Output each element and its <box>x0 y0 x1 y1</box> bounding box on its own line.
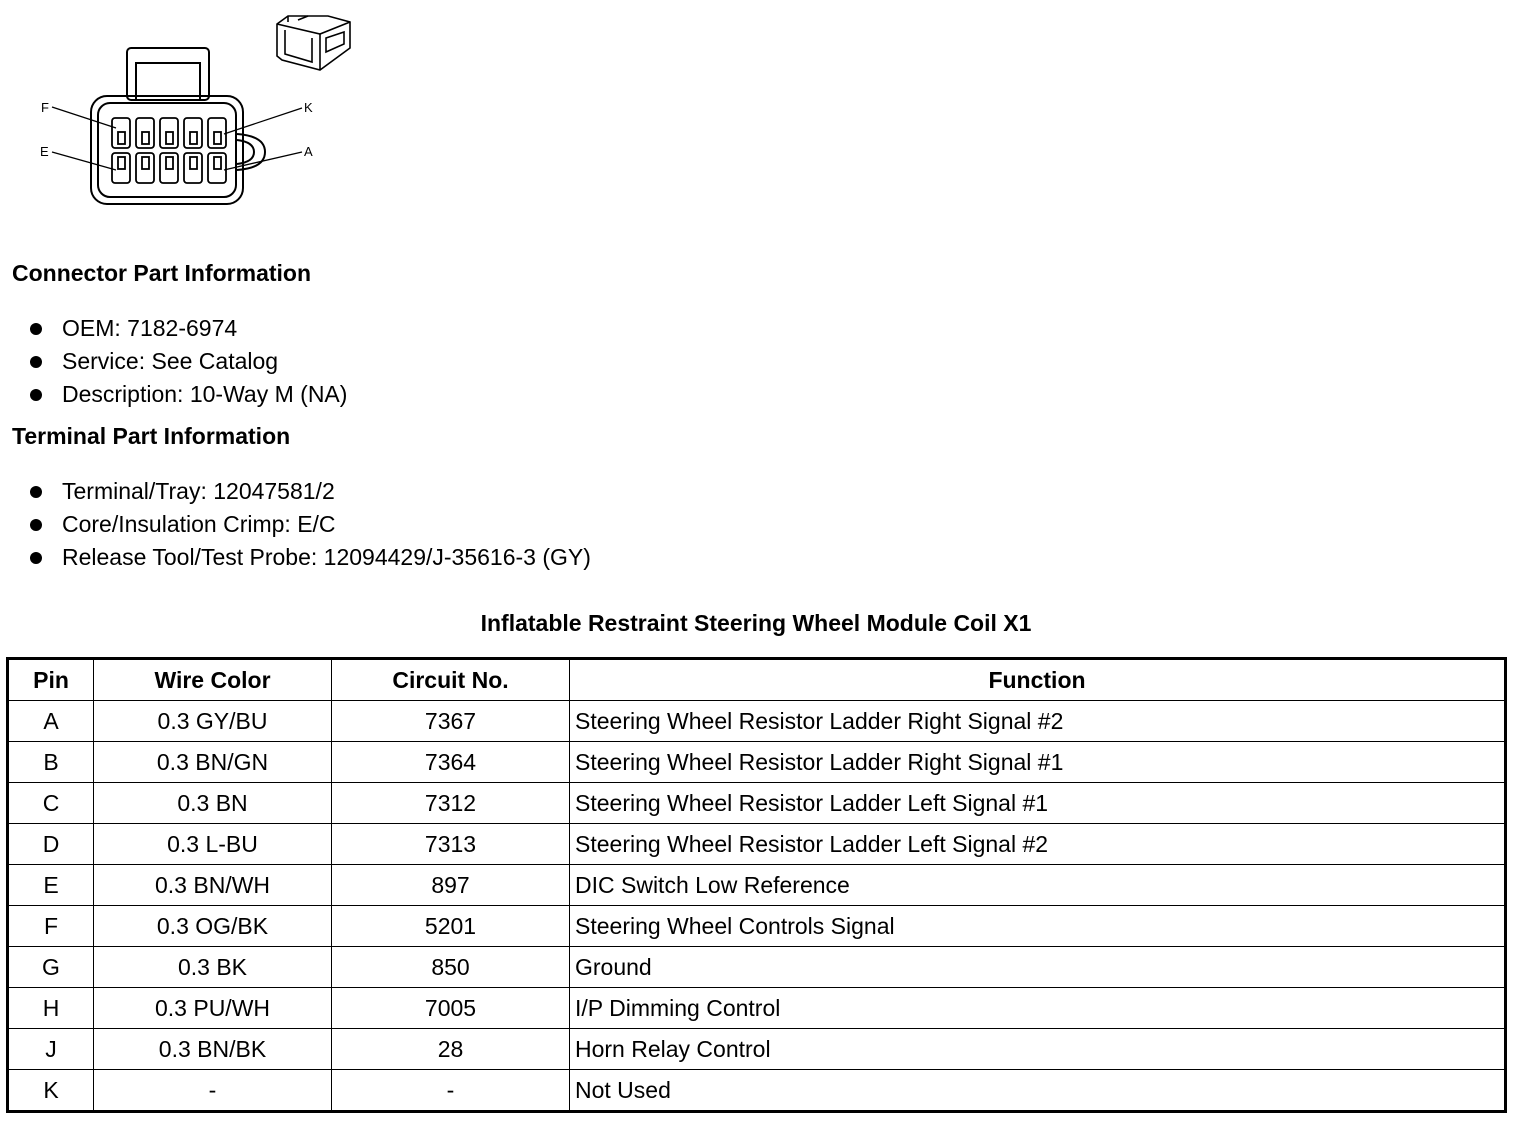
column-header-pin: Pin <box>8 659 94 701</box>
list-item <box>30 378 347 411</box>
core-insulation-crimp-text: Core/Insulation Crimp: E/C <box>62 511 336 537</box>
list-item <box>30 508 591 541</box>
circuit-no-cell: 7313 <box>332 824 570 865</box>
bullet-icon <box>30 486 42 498</box>
table-row <box>8 947 1506 988</box>
bullet-icon <box>30 552 42 564</box>
table-row <box>8 701 1506 742</box>
bullet-icon <box>30 323 42 335</box>
table-row <box>8 783 1506 824</box>
wire-color-cell: 0.3 PU/WH <box>94 988 332 1029</box>
pin-cell: D <box>8 824 94 865</box>
wire-color-cell: 0.3 BN/BK <box>94 1029 332 1070</box>
function-cell: Steering Wheel Resistor Ladder Left Signal #1 <box>570 783 1506 824</box>
table-row <box>8 824 1506 865</box>
table-row <box>8 1029 1506 1070</box>
list-item <box>30 541 591 574</box>
pin-cell: G <box>8 947 94 988</box>
pin-cell: F <box>8 906 94 947</box>
pin-cell: E <box>8 865 94 906</box>
table-row <box>8 742 1506 783</box>
pinout-table-title: Inflatable Restraint Steering Wheel Module Coil X1 <box>480 610 1032 636</box>
wire-color-cell: 0.3 OG/BK <box>94 906 332 947</box>
connector-service-text: Service: See Catalog <box>62 348 279 374</box>
pin-cell: H <box>8 988 94 1029</box>
connector-isometric-icon <box>277 16 350 70</box>
table-row <box>8 906 1506 947</box>
circuit-no-cell: 7364 <box>332 742 570 783</box>
connector-description-text: Description: 10-Way M (NA) <box>62 381 348 407</box>
function-cell: Steering Wheel Resistor Ladder Right Signal #1 <box>570 742 1506 783</box>
list-item <box>30 345 347 378</box>
wire-color-cell: 0.3 BN/GN <box>94 742 332 783</box>
wire-color-cell: 0.3 GY/BU <box>94 701 332 742</box>
pin-cell: J <box>8 1029 94 1070</box>
bottom-row-cavities <box>112 153 226 183</box>
function-cell: Ground <box>570 947 1506 988</box>
connector-housing <box>91 96 265 204</box>
table-header-row <box>8 659 1506 701</box>
function-cell: I/P Dimming Control <box>570 988 1506 1029</box>
pin-leader-lines <box>52 107 302 170</box>
bullet-icon <box>30 356 42 368</box>
list-item <box>30 475 591 508</box>
terminal-part-info-heading: Terminal Part Information <box>12 423 291 449</box>
table-row <box>8 1070 1506 1112</box>
pin-label-e: E <box>40 144 49 159</box>
top-row-cavities <box>112 118 226 148</box>
table-row <box>8 865 1506 906</box>
function-cell: Not Used <box>570 1070 1506 1112</box>
function-cell: Steering Wheel Resistor Ladder Right Signal #2 <box>570 701 1506 742</box>
wire-color-cell: 0.3 BK <box>94 947 332 988</box>
circuit-no-cell: 7312 <box>332 783 570 824</box>
circuit-no-cell: 897 <box>332 865 570 906</box>
table-row <box>8 988 1506 1029</box>
column-header-wire-color: Wire Color <box>94 659 332 701</box>
column-header-function: Function <box>570 659 1506 701</box>
connector-latch <box>127 48 209 100</box>
circuit-no-cell: 28 <box>332 1029 570 1070</box>
connector-part-info-list <box>30 312 347 411</box>
wire-color-cell: 0.3 BN/WH <box>94 865 332 906</box>
function-cell: Steering Wheel Controls Signal <box>570 906 1506 947</box>
pin-cell: A <box>8 701 94 742</box>
function-cell: DIC Switch Low Reference <box>570 865 1506 906</box>
connector-oem-text: OEM: 7182-6974 <box>62 315 238 341</box>
release-tool-text: Release Tool/Test Probe: 12094429/J-35616-3 (GY) <box>62 544 591 570</box>
wire-color-cell: - <box>94 1070 332 1112</box>
pin-cell: K <box>8 1070 94 1112</box>
terminal-part-info-list <box>30 475 591 574</box>
pinout-table <box>6 657 1507 1113</box>
circuit-no-cell: 7005 <box>332 988 570 1029</box>
bullet-icon <box>30 389 42 401</box>
pin-label-a: A <box>304 144 313 159</box>
pin-label-k: K <box>304 100 313 115</box>
list-item <box>30 312 347 345</box>
connector-part-info-heading: Connector Part Information <box>12 260 312 286</box>
column-header-circuit-no: Circuit No. <box>332 659 570 701</box>
wire-color-cell: 0.3 L-BU <box>94 824 332 865</box>
terminal-tray-text: Terminal/Tray: 12047581/2 <box>62 478 335 504</box>
pin-cell: B <box>8 742 94 783</box>
circuit-no-cell: 5201 <box>332 906 570 947</box>
circuit-no-cell: 7367 <box>332 701 570 742</box>
function-cell: Horn Relay Control <box>570 1029 1506 1070</box>
circuit-no-cell: 850 <box>332 947 570 988</box>
function-cell: Steering Wheel Resistor Ladder Left Signal #2 <box>570 824 1506 865</box>
pin-cell: C <box>8 783 94 824</box>
connector-face-diagram <box>30 8 370 213</box>
pin-label-f: F <box>41 100 49 115</box>
wire-color-cell: 0.3 BN <box>94 783 332 824</box>
circuit-no-cell: - <box>332 1070 570 1112</box>
bullet-icon <box>30 519 42 531</box>
